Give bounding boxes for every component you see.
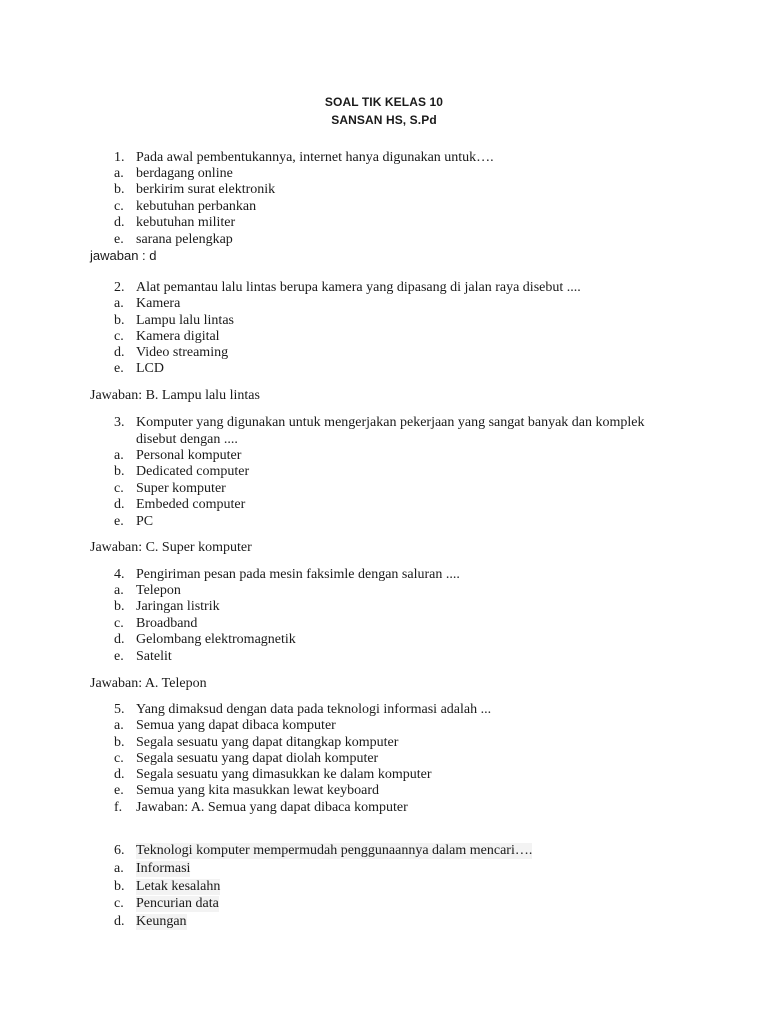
option-letter: a. (114, 166, 124, 181)
answer-text: Jawaban: C. Super komputer (90, 540, 252, 555)
question-number: 1. (114, 150, 125, 165)
option-letter: b. (114, 735, 125, 750)
option-letter: b. (114, 879, 125, 894)
option-letter: c. (114, 481, 124, 496)
question-text: Komputer yang digunakan untuk mengerjakan pekerjaan yang sangat banyak dan komplek (136, 415, 645, 430)
option-letter: d. (114, 914, 125, 929)
answer-text: Jawaban: B. Lampu lalu lintas (90, 388, 260, 403)
option-letter: a. (114, 448, 124, 463)
option-text: kebutuhan militer (136, 215, 236, 230)
option-letter: a. (114, 296, 124, 311)
option-text: Gelombang elektromagnetik (136, 632, 296, 647)
option-letter: e. (114, 649, 124, 664)
question-number: 6. (114, 843, 125, 858)
option-letter: b. (114, 599, 125, 614)
option-letter: c. (114, 199, 124, 214)
option-letter: e. (114, 783, 124, 798)
option-text: Keungan (136, 914, 187, 929)
option-text: kebutuhan perbankan (136, 199, 257, 214)
question-text: Pada awal pembentukannya, internet hanya digunakan untuk…. (136, 150, 494, 165)
option-text: Segala sesuatu yang dimasukkan ke dalam komputer (136, 767, 432, 782)
option-letter: c. (114, 616, 124, 631)
answer-text: Jawaban: A. Telepon (90, 676, 207, 691)
option-letter: e. (114, 514, 124, 529)
option-text: sarana pelengkap (136, 232, 233, 247)
question-number: 3. (114, 415, 125, 430)
question-text: Pengiriman pesan pada mesin faksimle dengan saluran .... (136, 567, 460, 582)
question-text-continued: disebut dengan .... (136, 432, 238, 447)
question-number: 5. (114, 702, 125, 717)
option-letter: a. (114, 718, 124, 733)
option-letter: d. (114, 767, 125, 782)
option-letter: d. (114, 497, 125, 512)
option-text: berkirim surat elektronik (136, 182, 276, 197)
option-text: Jaringan listrik (136, 599, 220, 614)
option-text: Personal komputer (136, 448, 242, 463)
option-text: Broadband (136, 616, 198, 631)
option-text: Semua yang kita masukkan lewat keyboard (136, 783, 379, 798)
option-letter: a. (114, 861, 124, 876)
option-letter: a. (114, 583, 124, 598)
option-letter: d. (114, 215, 125, 230)
option-letter: c. (114, 896, 124, 911)
option-text: Pencurian data (136, 896, 219, 911)
option-text: berdagang online (136, 166, 233, 181)
option-letter: e. (114, 361, 124, 376)
option-text: Segala sesuatu yang dapat diolah komputer (136, 751, 379, 766)
option-text: Lampu lalu lintas (136, 313, 234, 328)
document-author: SANSAN HS, S.Pd (331, 113, 437, 127)
option-text: Letak kesalahn (136, 879, 221, 894)
option-text: Semua yang dapat dibaca komputer (136, 718, 336, 733)
option-text: Video streaming (136, 345, 229, 360)
option-text: Embeded computer (136, 497, 246, 512)
option-text: Informasi (136, 861, 191, 876)
option-letter: c. (114, 751, 124, 766)
option-letter: d. (114, 345, 125, 360)
option-text: Satelit (136, 649, 172, 664)
option-letter: c. (114, 329, 124, 344)
option-text: Telepon (136, 583, 181, 598)
option-text: LCD (136, 361, 164, 376)
question-text: Teknologi komputer mempermudah penggunaannya dalam mencari…. (136, 843, 533, 858)
option-text: Segala sesuatu yang dapat ditangkap komputer (136, 735, 399, 750)
option-letter: b. (114, 464, 125, 479)
option-letter: b. (114, 182, 125, 197)
answer-text: jawaban : d (90, 248, 157, 263)
option-letter: b. (114, 313, 125, 328)
option-letter: d. (114, 632, 125, 647)
question-text: Alat pemantau lalu lintas berupa kamera yang dipasang di jalan raya disebut .... (136, 280, 581, 295)
option-letter: f. (114, 800, 123, 815)
question-number: 2. (114, 280, 125, 295)
document-title: SOAL TIK KELAS 10 (324, 95, 444, 109)
question-text: Yang dimaksud dengan data pada teknologi informasi adalah ... (136, 702, 492, 717)
option-text: Jawaban: A. Semua yang dapat dibaca komputer (136, 800, 408, 815)
option-text: Super komputer (136, 481, 226, 496)
option-text: PC (136, 514, 154, 529)
question-number: 4. (114, 567, 125, 582)
option-text: Kamera digital (136, 329, 220, 344)
option-letter: e. (114, 232, 124, 247)
option-text: Dedicated computer (136, 464, 250, 479)
option-text: Kamera (136, 296, 181, 311)
